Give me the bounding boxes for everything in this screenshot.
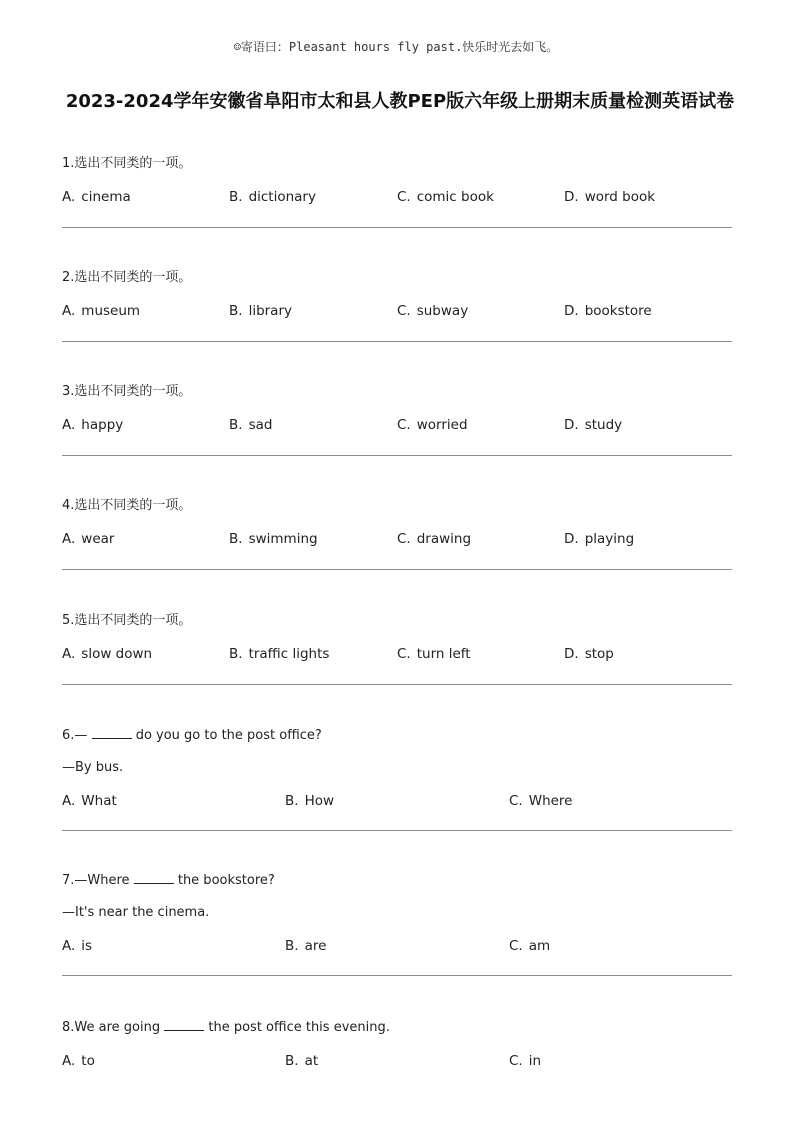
question-stem: [62, 871, 732, 890]
divider: [62, 830, 732, 831]
option-text: is: [81, 938, 93, 954]
option-text: at: [304, 1053, 319, 1069]
question-reply: —By bus.: [62, 760, 124, 775]
option-letter: A.: [62, 793, 76, 809]
option-row: [62, 1051, 732, 1071]
option-row: [62, 415, 732, 435]
answer-blank[interactable]: [164, 1018, 204, 1031]
option-letter: A.: [62, 189, 76, 205]
option-letter: C.: [397, 189, 411, 205]
option-letter: B.: [229, 303, 243, 319]
option-a[interactable]: [62, 415, 123, 435]
divider: [62, 227, 732, 228]
option-text: Where: [528, 793, 573, 809]
option-b[interactable]: [285, 1051, 318, 1071]
option-text: drawing: [416, 531, 472, 547]
option-c[interactable]: [509, 1051, 541, 1071]
question-stem: 2.选出不同类的一项。: [62, 270, 192, 285]
stem-before: 7.—Where: [62, 873, 130, 888]
option-text: to: [81, 1053, 95, 1069]
stem-after: do you go to the post office?: [135, 728, 322, 743]
option-a[interactable]: [62, 1051, 95, 1071]
option-d[interactable]: [564, 415, 622, 435]
option-letter: B.: [285, 938, 299, 954]
question-reply: —It's near the cinema.: [62, 905, 210, 920]
option-text: turn left: [416, 646, 471, 662]
question-stem: [62, 726, 732, 745]
option-text: happy: [81, 417, 124, 433]
option-c[interactable]: [509, 791, 573, 811]
answer-blank[interactable]: [134, 871, 174, 884]
page-title: 2023-2024学年安徽省阜阳市太和县人教PEP版六年级上册期末质量检测英语试卷: [65, 91, 735, 112]
option-letter: C.: [509, 1053, 523, 1069]
option-letter: C.: [509, 793, 523, 809]
option-d[interactable]: [564, 644, 614, 664]
question-3: [62, 383, 732, 435]
option-letter: D.: [564, 531, 579, 547]
option-letter: B.: [285, 793, 299, 809]
option-text: wear: [81, 531, 115, 547]
option-letter: A.: [62, 938, 76, 954]
question-2: [62, 269, 732, 321]
option-c[interactable]: [397, 301, 468, 321]
option-d[interactable]: [564, 529, 634, 549]
option-text: are: [304, 938, 327, 954]
option-letter: D.: [564, 189, 579, 205]
option-text: in: [528, 1053, 542, 1069]
option-text: comic book: [416, 189, 494, 205]
option-letter: A.: [62, 646, 76, 662]
option-row: [62, 187, 732, 207]
question-stem: 3.选出不同类的一项。: [62, 384, 192, 399]
divider: [62, 341, 732, 342]
option-letter: B.: [229, 531, 243, 547]
option-text: playing: [584, 531, 635, 547]
option-letter: C.: [509, 938, 523, 954]
question-5: [62, 612, 732, 664]
option-text: stop: [584, 646, 614, 662]
option-letter: D.: [564, 646, 579, 662]
option-letter: A.: [62, 417, 76, 433]
option-row: [62, 301, 732, 321]
option-text: subway: [416, 303, 469, 319]
option-text: traffic lights: [248, 646, 330, 662]
option-text: museum: [81, 303, 141, 319]
option-b[interactable]: [229, 529, 318, 549]
option-row: [62, 644, 732, 664]
option-a[interactable]: [62, 187, 131, 207]
option-text: word book: [584, 189, 656, 205]
option-a[interactable]: [62, 644, 152, 664]
option-letter: A.: [62, 1053, 76, 1069]
option-text: bookstore: [584, 303, 652, 319]
answer-blank[interactable]: [92, 726, 132, 739]
option-letter: C.: [397, 303, 411, 319]
option-b[interactable]: [285, 791, 334, 811]
option-b[interactable]: [229, 415, 272, 435]
motto: ☺寄语曰：Pleasant hours fly past.快乐时光去如飞。: [233, 40, 559, 54]
question-4: [62, 497, 732, 549]
question-6: [62, 726, 732, 811]
option-text: swimming: [248, 531, 318, 547]
stem-after: the bookstore?: [177, 873, 275, 888]
option-b[interactable]: [229, 301, 292, 321]
option-letter: A.: [62, 303, 76, 319]
option-a[interactable]: [62, 936, 92, 956]
option-text: cinema: [81, 189, 131, 205]
option-a[interactable]: [62, 529, 114, 549]
option-text: dictionary: [248, 189, 316, 205]
question-stem: 5.选出不同类的一项。: [62, 613, 192, 628]
option-a[interactable]: [62, 301, 140, 321]
option-c[interactable]: [509, 936, 550, 956]
option-c[interactable]: [397, 644, 471, 664]
option-letter: C.: [397, 531, 411, 547]
question-stem: [62, 1018, 732, 1037]
option-letter: C.: [397, 646, 411, 662]
divider: [62, 455, 732, 456]
option-text: slow down: [81, 646, 153, 662]
option-c[interactable]: [397, 415, 468, 435]
option-text: study: [584, 417, 623, 433]
question-8: [62, 1018, 732, 1071]
stem-after: the post office this evening.: [208, 1020, 390, 1035]
option-text: library: [248, 303, 292, 319]
question-7: [62, 871, 732, 956]
option-row: [62, 936, 732, 956]
option-letter: B.: [229, 646, 243, 662]
option-c[interactable]: [397, 529, 471, 549]
option-letter: A.: [62, 531, 76, 547]
option-letter: B.: [229, 189, 243, 205]
option-letter: C.: [397, 417, 411, 433]
stem-before: 8.We are going: [62, 1020, 161, 1035]
question-stem: 1.选出不同类的一项。: [62, 156, 192, 171]
option-text: sad: [248, 417, 273, 433]
option-b[interactable]: [229, 644, 329, 664]
option-text: worried: [416, 417, 468, 433]
divider: [62, 975, 732, 976]
divider: [62, 569, 732, 570]
option-text: What: [81, 793, 117, 809]
option-c[interactable]: [397, 187, 494, 207]
option-text: How: [304, 793, 335, 809]
option-d[interactable]: [564, 301, 652, 321]
option-letter: D.: [564, 417, 579, 433]
option-letter: B.: [285, 1053, 299, 1069]
stem-before: 6.—: [62, 728, 88, 743]
divider: [62, 684, 732, 685]
option-letter: B.: [229, 417, 243, 433]
option-row: [62, 529, 732, 549]
question-stem: 4.选出不同类的一项。: [62, 498, 192, 513]
option-row: [62, 791, 732, 811]
option-d[interactable]: [564, 187, 655, 207]
option-b[interactable]: [229, 187, 316, 207]
option-text: am: [528, 938, 551, 954]
option-b[interactable]: [285, 936, 326, 956]
question-1: [62, 155, 732, 207]
option-a[interactable]: [62, 791, 117, 811]
option-letter: D.: [564, 303, 579, 319]
